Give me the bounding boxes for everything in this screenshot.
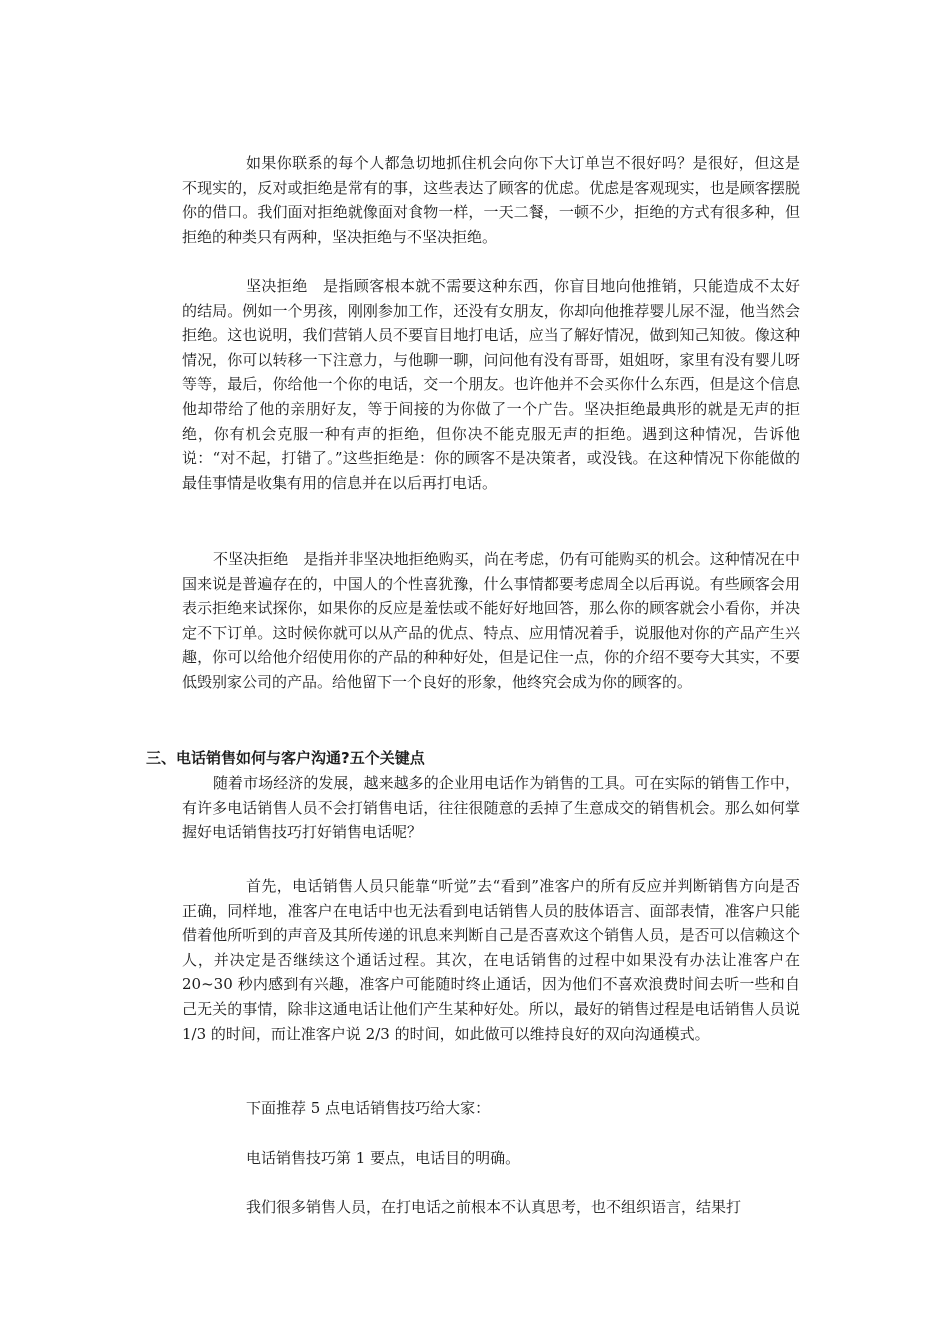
paragraph-firm-rejection: 坚决拒绝 是指顾客根本就不需要这种东西，你盲目地向他推销，只能造成不太好的结局。例如一个男孩，刚刚参加工作，还没有女朋友，你却向他推荐婴儿尿不湿，他当然会拒绝。这也说明，我们营销人员不要盲目地打电话，应当了解好情况，做到知己知彼。像这种情况，你可以转移一下注意力，与他聊一聊，问问他有没有哥哥，姐姐呀，家里有没有婴儿呀等等，最后，你给他一个你的电话，交一个朋友。也许他并不会买你什么东西，但是这个信息他却带给了他的亲朋好友，等于间接的为你做了一个广告。坚决拒绝最典形的就是无声的拒绝，你有机会克服一种有声的拒绝，但你决不能克服无声的拒绝。遇到这种情况，告诉他说：“对不起，打错了。”这些拒绝是：你的顾客不是决策者，或没钱。在这种情况下你能做的最佳事情是收集有用的信息并在以后再打电话。 bbox=[182, 277, 800, 492]
paragraph-non-firm-rejection: 不坚决拒绝 是指并非坚决地拒绝购买，尚在考虑，仍有可能购买的机会。这种情况在中国来说是普遍存在的，中国人的个性喜犹豫，什么事情都要考虑周全以后再说。有些顾客会用表示拒绝来试探你，如果你的反应是羞怯或不能好好地回答，那么你的顾客就会小看你，并决定不下订单。这时候你就可以从产品的优点、特点、应用情况着手，说服他对你的产品产生兴趣，你可以给他介绍使用你的产品的种种好处，但是记住一点，你的介绍不要夸大其实，不要低毁别家公司的产品。给他留下一个良好的形象，他终究会成为你的顾客的。 bbox=[182, 550, 800, 691]
paragraph-section-intro: 随着市场经济的发展，越来越多的企业用电话作为销售的工具。可在实际的销售工作中，有许多电话销售人员不会打销售电话，往往很随意的丢掉了生意成交的销售机会。那么如何掌握好电话销售技巧打好销售电话呢？ bbox=[182, 774, 800, 842]
paragraph-recommend-tips: 下面推荐 5 点电话销售技巧给大家： bbox=[246, 1099, 491, 1117]
paragraph-rejection-intro: 如果你联系的每个人都急切地抓住机会向你下大订单岂不很好吗？是很好，但这是不现实的，反对或拒绝是常有的事，这些表达了顾客的优虑。优虑是客观现实，也是顾客摆脱你的借口。我们面对拒绝就像面对食物一样，一天二餐，一顿不少，拒绝的方式有很多种，但拒绝的种类只有两种，坚决拒绝与不坚决拒绝。 bbox=[182, 154, 800, 246]
paragraph-tip-one-title: 电话销售技巧第 1 要点，电话目的明确。 bbox=[246, 1149, 521, 1167]
paragraph-first-point: 首先，电话销售人员只能靠“听觉”去“看到”准客户的所有反应并判断销售方向是否正确，同样地，准客户在电话中也无法看到电话销售人员的肢体语言、面部表情，准客户只能借着他所听到的声音及其所传递的讯息来判断自己是否喜欢这个销售人员，是否可以信赖这个人，并决定是否继续这个通话过程。其次，在电话销售的过程中如果没有办法让准客户在 20~30 秒内感到有兴趣，准客户可能随时终止通话，因为他们不喜欢浪费时间去听一些和自己无关的事情，除非这通电话让他们产生某种好处。所以，最好的销售过程是电话销售人员说 1/3 的时间，而让准客户说 2/3 的时间，如此做可以维持良好的双向沟通模式。 bbox=[182, 877, 800, 1043]
paragraph-tip-one-body: 我们很多销售人员，在打电话之前根本不认真思考，也不组织语言，结果打 bbox=[246, 1198, 742, 1216]
section-heading: 三、电话销售如何与客户沟通?五个关键点 bbox=[146, 749, 425, 767]
